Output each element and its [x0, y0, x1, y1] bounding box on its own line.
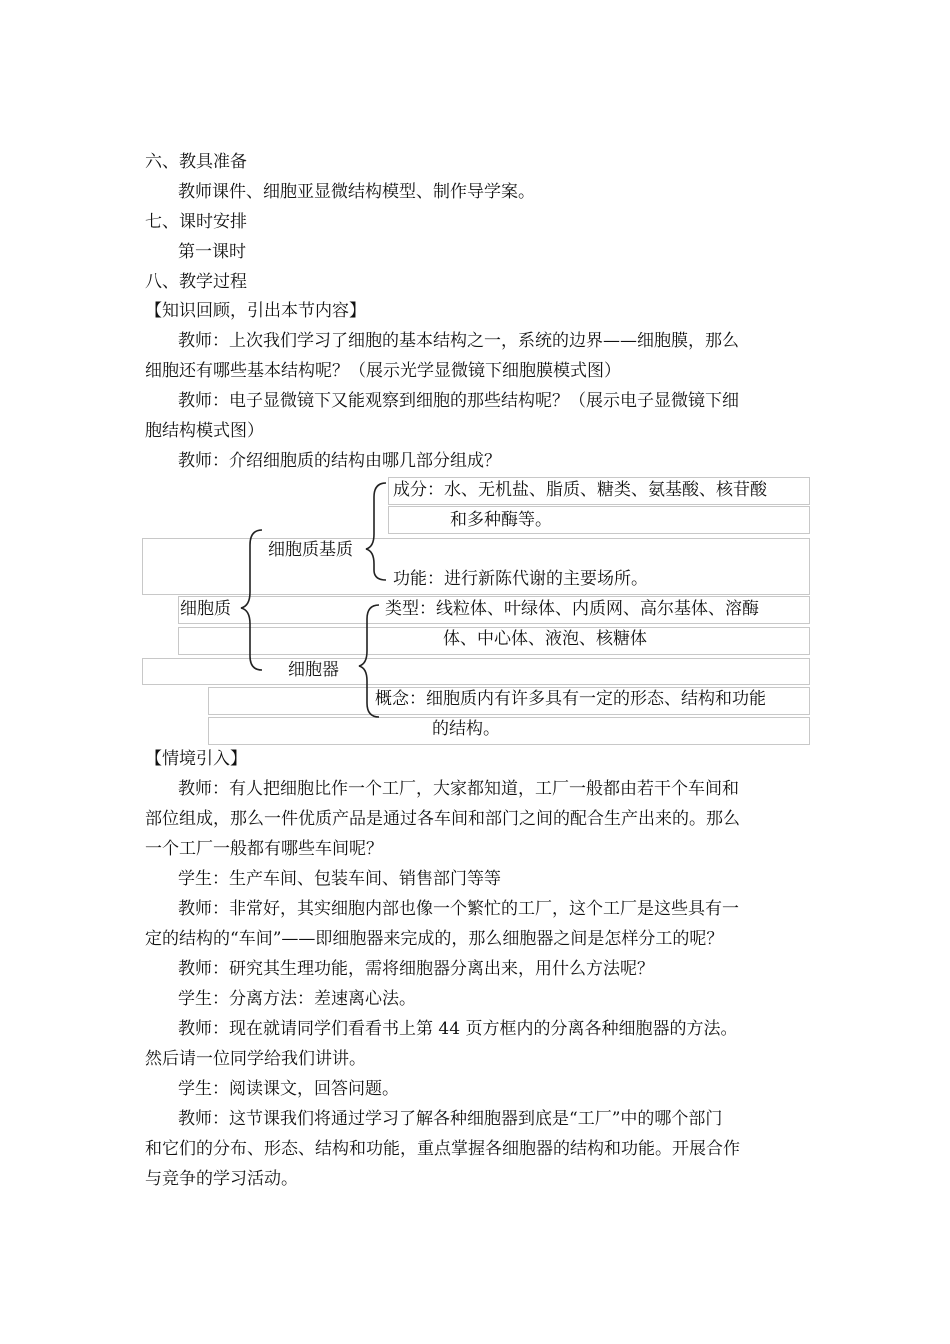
scenario-para5: 学生：分离方法：差速离心法。	[178, 989, 416, 1009]
scenario-para2: 学生：生产车间、包装车间、销售部门等等	[178, 869, 501, 889]
scenario-heading: 【情境引入】	[145, 749, 247, 769]
scenario-para8-line1: 教师：这节课我们将通过学习了解各种细胞器到底是“工厂”中的哪个部门	[178, 1109, 723, 1129]
scenario-para6-line2: 然后请一位同学给我们讲讲。	[145, 1049, 366, 1069]
scenario-para1-line1: 教师：有人把细胞比作一个工厂，大家都知道，工厂一般都由若干个车间和	[178, 779, 739, 799]
matrix-composition-line1: 成分：水、无机盐、脂质、糖类、氨基酸、核苷酸	[393, 480, 767, 500]
section-6-body: 教师课件、细胞亚显微结构模型、制作导学案。	[178, 182, 535, 202]
scenario-para8-line2: 和它们的分布、形态、结构和功能，重点掌握各细胞器的结构和功能。开展合作	[145, 1139, 740, 1159]
organelle-concept-line1: 概念：细胞质内有许多具有一定的形态、结构和功能	[375, 689, 766, 709]
organelle-label: 细胞器	[288, 660, 339, 680]
scenario-para1-line3: 一个工厂一般都有哪些车间呢？	[145, 839, 383, 859]
scenario-para3-line1: 教师：非常好，其实细胞内部也像一个繁忙的工厂，这个工厂是这些具有一	[178, 899, 739, 919]
review-heading: 【知识回顾，引出本节内容】	[145, 301, 366, 321]
organelle-concept-line2: 的结构。	[432, 719, 500, 739]
scenario-para1-line2: 部位组成，那么一件优质产品是通过各车间和部门之间的配合生产出来的。那么	[145, 809, 740, 829]
section-8-title: 八、教学过程	[145, 272, 247, 292]
section-7-title: 七、课时安排	[145, 212, 247, 232]
root-brace	[241, 530, 262, 670]
scenario-para3-line2: 定的结构的“车间”——即细胞器来完成的，那么细胞器之间是怎样分工的呢？	[145, 929, 724, 949]
organelle-type-line1: 类型：线粒体、叶绿体、内质网、高尔基体、溶酶	[385, 599, 759, 619]
section-6-title: 六、教具准备	[145, 152, 247, 172]
review-para2-line1: 教师：电子显微镜下又能观察到细胞的那些结构呢？（展示电子显微镜下细	[178, 391, 739, 411]
review-para1-line1: 教师：上次我们学习了细胞的基本结构之一，系统的边界——细胞膜，那么	[178, 331, 739, 351]
organelle-type-line2: 体、中心体、液泡、核糖体	[443, 629, 647, 649]
matrix-label: 细胞质基质	[268, 540, 353, 560]
section-7-body: 第一课时	[178, 242, 246, 262]
matrix-composition-line2: 和多种酶等。	[450, 510, 552, 530]
review-para3: 教师：介绍细胞质的结构由哪几部分组成？	[178, 451, 501, 471]
matrix-function: 功能：进行新陈代谢的主要场所。	[393, 569, 648, 589]
scenario-para8-line3: 与竞争的学习活动。	[145, 1169, 298, 1189]
review-para1-line2: 细胞还有哪些基本结构呢？（展示光学显微镜下细胞膜模式图）	[145, 361, 621, 381]
scenario-para6-line1: 教师：现在就请同学们看看书上第 44 页方框内的分离各种细胞器的方法。	[178, 1019, 738, 1039]
cytoplasm-label: 细胞质	[180, 599, 231, 619]
scenario-para4: 教师：研究其生理功能，需将细胞器分离出来，用什么方法呢？	[178, 959, 654, 979]
review-para2-line2: 胞结构模式图）	[145, 421, 264, 441]
matrix-brace	[366, 483, 386, 580]
scenario-para7: 学生：阅读课文，回答问题。	[178, 1079, 399, 1099]
